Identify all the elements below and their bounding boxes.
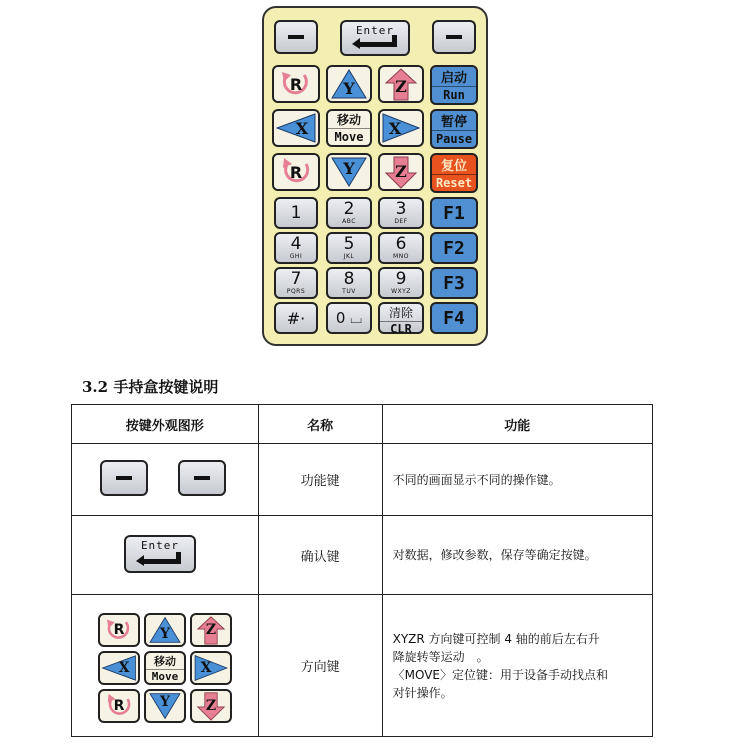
hash-key[interactable]	[274, 302, 318, 334]
table-row	[72, 595, 653, 737]
function-key-right[interactable]	[432, 20, 476, 54]
move-en-label: Move	[328, 128, 370, 145]
pause-cn-label: 暂停	[440, 115, 467, 130]
digit-letters: GHI	[289, 253, 303, 260]
enter-label: Enter	[355, 24, 395, 37]
y-down-key[interactable]	[326, 153, 372, 191]
dash-icon	[194, 476, 210, 480]
x-left-key	[98, 651, 140, 685]
enter-arrow-icon	[352, 35, 398, 49]
function-keys-image	[72, 444, 259, 516]
digit-label: 9	[395, 269, 407, 289]
row-function	[382, 444, 652, 516]
enter-key-image	[72, 516, 259, 595]
pause-key[interactable]	[430, 109, 478, 149]
enter-arrow-icon	[136, 552, 182, 566]
digit-key-5[interactable]	[326, 232, 372, 264]
reset-key[interactable]	[430, 153, 478, 193]
y-up-key	[144, 613, 186, 647]
move-en-label: Move	[146, 669, 184, 683]
r-rotate-cw-key[interactable]	[272, 153, 320, 191]
y-label: Y	[343, 158, 355, 178]
r-label: R	[113, 622, 125, 638]
row-function	[382, 595, 652, 737]
zero-label: 0 ⌴	[335, 309, 363, 327]
row-function	[382, 516, 652, 595]
table-row	[72, 516, 653, 595]
dash-icon	[288, 35, 304, 39]
f3-label: F3	[443, 272, 465, 294]
move-cn-label: 移动	[336, 113, 361, 127]
digit-label: 4	[290, 234, 302, 254]
y-label: Y	[160, 626, 170, 642]
function-key-left	[100, 460, 148, 496]
digit-key-3[interactable]	[378, 197, 424, 229]
x-label: X	[295, 118, 309, 138]
digit-key-4[interactable]	[274, 232, 318, 264]
function-text: 不同的画面显示不同的操作键。	[392, 472, 561, 487]
digit-label: 3	[395, 199, 407, 219]
key-description-table	[71, 404, 653, 737]
digit-label: 7	[290, 269, 302, 289]
function-key-right	[178, 460, 226, 496]
digit-label: 6	[395, 234, 407, 254]
z-label: Z	[395, 161, 407, 181]
table-header-row	[72, 405, 653, 444]
x-right-key	[190, 651, 232, 685]
x-left-key[interactable]	[272, 109, 320, 147]
z-up-key	[190, 613, 232, 647]
function-key-left[interactable]	[274, 20, 318, 54]
row-name: 功能键	[258, 444, 382, 516]
dash-icon	[446, 35, 462, 39]
move-cn-label: 移动	[154, 655, 176, 668]
f4-key[interactable]	[430, 302, 478, 334]
r-rotate-ccw-key	[98, 613, 140, 647]
digit-key-2[interactable]	[326, 197, 372, 229]
reset-en-label: Reset	[432, 174, 476, 191]
function-text: XYZR 方向键可控制 4 轴的前后左右升	[392, 631, 600, 646]
digit-label: 5	[343, 234, 355, 254]
function-text: 对针操作。	[392, 685, 453, 700]
r-label: R	[113, 698, 125, 714]
digit-key-1[interactable]	[274, 197, 318, 229]
digit-key-7[interactable]	[274, 267, 318, 299]
digit-letters: WXYZ	[391, 288, 411, 295]
y-label: Y	[343, 78, 355, 98]
digit-key-8[interactable]	[326, 267, 372, 299]
y-down-key	[144, 689, 186, 723]
x-right-key[interactable]	[378, 109, 424, 147]
digit-letters: TUV	[342, 288, 356, 295]
digit-letters: ABC	[342, 218, 356, 225]
column-header-appearance: 按键外观图形	[72, 405, 259, 444]
move-key	[144, 651, 186, 685]
enter-key[interactable]	[340, 20, 410, 56]
clear-cn-label: 清除	[388, 306, 413, 320]
z-label: Z	[205, 698, 217, 714]
digit-letters: DEF	[394, 218, 408, 225]
column-header-function: 功能	[382, 405, 652, 444]
x-label: X	[118, 660, 130, 676]
r-label: R	[289, 74, 303, 94]
row-name: 方向键	[258, 595, 382, 737]
column-header-name: 名称	[258, 405, 382, 444]
reset-cn-label: 复位	[440, 159, 467, 174]
digit-label: 8	[343, 269, 355, 289]
hash-label: #·	[286, 308, 306, 328]
clear-key[interactable]	[378, 302, 424, 334]
run-key[interactable]	[430, 65, 478, 105]
f4-label: F4	[443, 307, 465, 329]
y-up-key[interactable]	[326, 65, 372, 103]
z-label: Z	[395, 76, 407, 96]
r-label: R	[289, 162, 303, 182]
pause-en-label: Pause	[432, 130, 476, 147]
f3-key[interactable]	[430, 267, 478, 299]
digit-key-6[interactable]	[378, 232, 424, 264]
run-cn-label: 启动	[440, 71, 467, 86]
function-text: 降旋转等运动 。	[392, 649, 489, 664]
f2-key[interactable]	[430, 232, 478, 264]
digit-letters: JKL	[343, 253, 355, 260]
table-row	[72, 444, 653, 516]
digit-letters: PQRS	[286, 288, 306, 295]
enter-key	[124, 535, 196, 573]
enter-label: Enter	[140, 539, 180, 552]
digit-letters: MNO	[393, 253, 409, 260]
r-rotate-cw-key	[98, 689, 140, 723]
handheld-keypad	[262, 6, 488, 346]
run-en-label: Run	[432, 86, 476, 103]
z-label: Z	[205, 622, 217, 638]
digit-key-9[interactable]	[378, 267, 424, 299]
x-label: X	[200, 660, 212, 676]
section-title: 3.2 手持盒按键说明	[82, 378, 219, 396]
clear-en-label: CLR	[380, 321, 422, 336]
x-label: X	[388, 118, 402, 138]
dash-icon	[116, 476, 132, 480]
digit-label: 2	[343, 199, 355, 219]
digit-label: 1	[290, 202, 302, 223]
z-up-key[interactable]	[378, 65, 424, 103]
function-text: 对数据，修改参数，保存等确定按键。	[392, 548, 597, 562]
z-down-key	[190, 689, 232, 723]
z-down-key[interactable]	[378, 153, 424, 191]
f1-label: F1	[443, 202, 465, 224]
y-label: Y	[160, 694, 170, 710]
function-text: 〈MOVE〉定位键：用于设备手动找点和	[392, 667, 608, 682]
f2-label: F2	[443, 237, 465, 259]
zero-key[interactable]	[326, 302, 372, 334]
r-rotate-ccw-key[interactable]	[272, 65, 320, 103]
direction-keys-image	[72, 595, 259, 737]
row-name: 确认键	[258, 516, 382, 595]
f1-key[interactable]	[430, 197, 478, 229]
move-key[interactable]	[326, 109, 372, 147]
